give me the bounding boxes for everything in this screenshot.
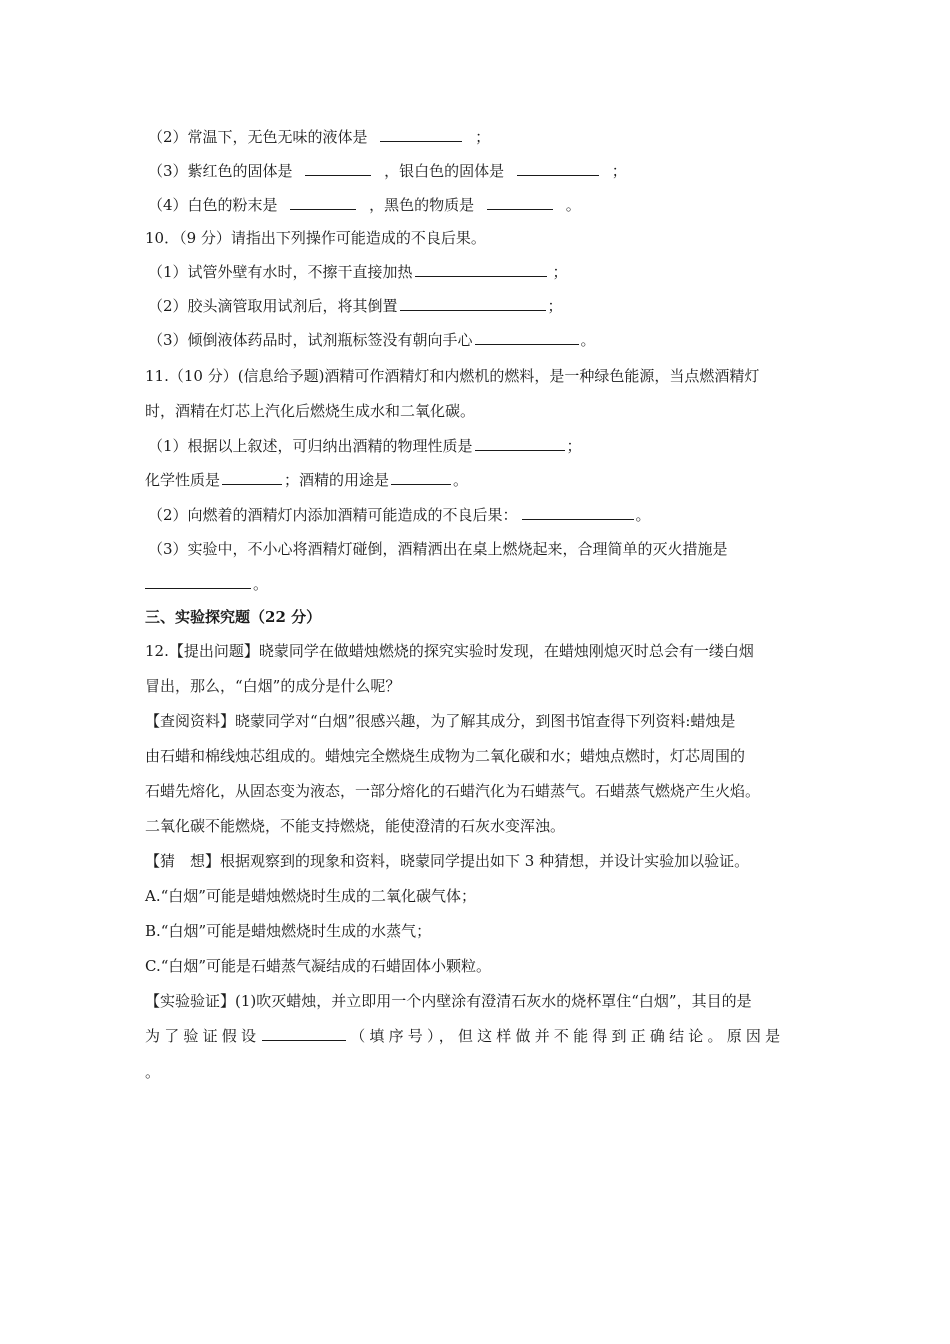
q12-para-2d: 二氧化碳不能燃烧，不能支持燃烧，能使澄清的石灰水变浑浊。 (145, 817, 566, 835)
q11-line-1-end: ； (566, 437, 582, 455)
q12-hypothesis-a: A.“白烟”可能是蜡烛燃烧时生成的二氧化碳气体； (145, 887, 476, 905)
q12-hypothesis-c: C.“白烟”可能是石蜡蒸气凝结成的石蜡固体小颗粒。 (145, 957, 492, 975)
q9-blank-purple-solid[interactable] (305, 161, 371, 176)
q12-para-2b: 由石蜡和棉线烛芯组成的。蜡烛完全燃烧生成物为二氧化碳和水；蜡烛点燃时，灯芯周围的 (145, 747, 746, 765)
q10-line-1-end: ； (552, 263, 568, 281)
q10-line-3-text: （3）倾倒液体药品时，试剂瓶标签没有朝向手心 (148, 331, 473, 349)
q11-line-1b-text-b: ；酒精的用途是 (284, 471, 390, 489)
q12-verify-c: 。 (145, 1063, 161, 1081)
q11-line-2 (148, 505, 813, 525)
q12-blank-hypothesis[interactable] (262, 1026, 346, 1041)
q12-para-1b: 冒出，那么，“白烟”的成分是什么呢？ (145, 677, 401, 695)
q11-title: 11.（10 分）(信息给予题)酒精可作酒精灯和内燃机的燃料，是一种绿色能源，当点燃酒精灯 (145, 367, 760, 385)
q12-para-1a: 12.【提出问题】晓蒙同学在做蜡烛燃烧的探究实验时发现，在蜡烛刚熄灭时总会有一缕白烟 (145, 642, 754, 660)
q12-verify-b-text-pre: 为了验证假设 (145, 1027, 261, 1045)
q10-line-2 (148, 296, 813, 316)
q10-line-1-text: （1）试管外壁有水时，不擦干直接加热 (148, 263, 413, 281)
q12-para-2a: 【查阅资料】晓蒙同学对“白烟”很感兴趣，为了解其成分，到图书馆查得下列资料:蜡烛是 (145, 712, 736, 730)
q10-line-2-end: ； (547, 297, 563, 315)
q9-blank-colorless-liquid[interactable] (380, 127, 462, 142)
q9-line-2-text: （2）常温下，无色无味的液体是 (148, 128, 368, 146)
q11-line-1b-end: 。 (453, 471, 469, 489)
q12-guess: 【猜 想】根据观察到的现象和资料，晓蒙同学提出如下 3 种猜想，并设计实验加以验证。 (145, 852, 750, 870)
q9-line-4-end: 。 (565, 196, 581, 214)
q9-blank-black-substance[interactable] (487, 195, 553, 210)
q9-line-2 (148, 127, 813, 147)
q9-line-3 (148, 161, 813, 181)
q11-blank-extinguish[interactable] (145, 574, 251, 589)
q11-blank-use[interactable] (391, 470, 451, 485)
q10-line-2-text: （2）胶头滴管取用试剂后，将其倒置 (148, 297, 398, 315)
q11-blank-chemical-property[interactable] (222, 470, 282, 485)
q10-line-3-end: 。 (580, 331, 596, 349)
q10-line-3 (148, 330, 813, 350)
q10-blank-3[interactable] (475, 330, 579, 345)
q9-line-4-text-a: （4）白色的粉末是 (148, 196, 278, 214)
q12-hypothesis-b: B.“白烟”可能是蜡烛燃烧时生成的水蒸气； (145, 922, 432, 940)
q9-line-3-text-a: （3）紫红色的固体是 (148, 162, 293, 180)
q12-verify-b-text-post: （填序号），但这样做并不能得到正确结论。原因是 (350, 1027, 785, 1045)
q11-line-1b (145, 470, 810, 490)
q9-line-4 (148, 195, 813, 215)
q11-line-1b-text-a: 化学性质是 (145, 471, 221, 489)
q9-line-2-end: ； (475, 128, 491, 146)
q12-para-2c: 石蜡先熔化，从固态变为液态，一部分熔化的石蜡汽化为石蜡蒸气。石蜡蒸气燃烧产生火焰。 (145, 782, 761, 800)
q10-blank-2[interactable] (400, 296, 546, 311)
q9-line-3-end: ； (611, 162, 627, 180)
q11-line-2-text: （2）向燃着的酒精灯内添加酒精可能造成的不良后果： (148, 506, 518, 524)
q11-title-cont: 时，酒精在灯芯上汽化后燃烧生成水和二氧化碳。 (145, 402, 476, 420)
section-3-title: 三、实验探究题（22 分） (145, 608, 322, 626)
q11-line-1-text: （1）根据以上叙述，可归纳出酒精的物理性质是 (148, 437, 473, 455)
q11-line-2-end: 。 (635, 506, 651, 524)
q11-line-3b-end: 。 (253, 575, 269, 593)
q9-blank-silver-solid[interactable] (517, 161, 599, 176)
q11-blank-physical-property[interactable] (475, 436, 565, 451)
q10-blank-1[interactable] (415, 262, 547, 277)
q9-line-4-text-b: ，黑色的物质是 (369, 196, 475, 214)
q9-line-3-text-b: ，银白色的固体是 (384, 162, 505, 180)
q11-blank-consequence[interactable] (522, 505, 634, 520)
q12-verify-a: 【实验验证】(1)吹灭蜡烛，并立即用一个内壁涂有澄清石灰水的烧杯罩住“白烟”，其目的是 (145, 992, 752, 1010)
q11-line-1 (148, 436, 813, 456)
q12-verify-b (145, 1026, 810, 1046)
q10-title: 10．（9 分）请指出下列操作可能造成的不良后果。 (145, 229, 486, 247)
q11-line-3b (145, 574, 810, 594)
q9-blank-white-powder[interactable] (290, 195, 356, 210)
q11-line-3: （3）实验中，不小心将酒精灯碰倒，酒精洒出在桌上燃烧起来，合理简单的灭火措施是 (148, 540, 728, 558)
q10-line-1 (148, 262, 813, 282)
